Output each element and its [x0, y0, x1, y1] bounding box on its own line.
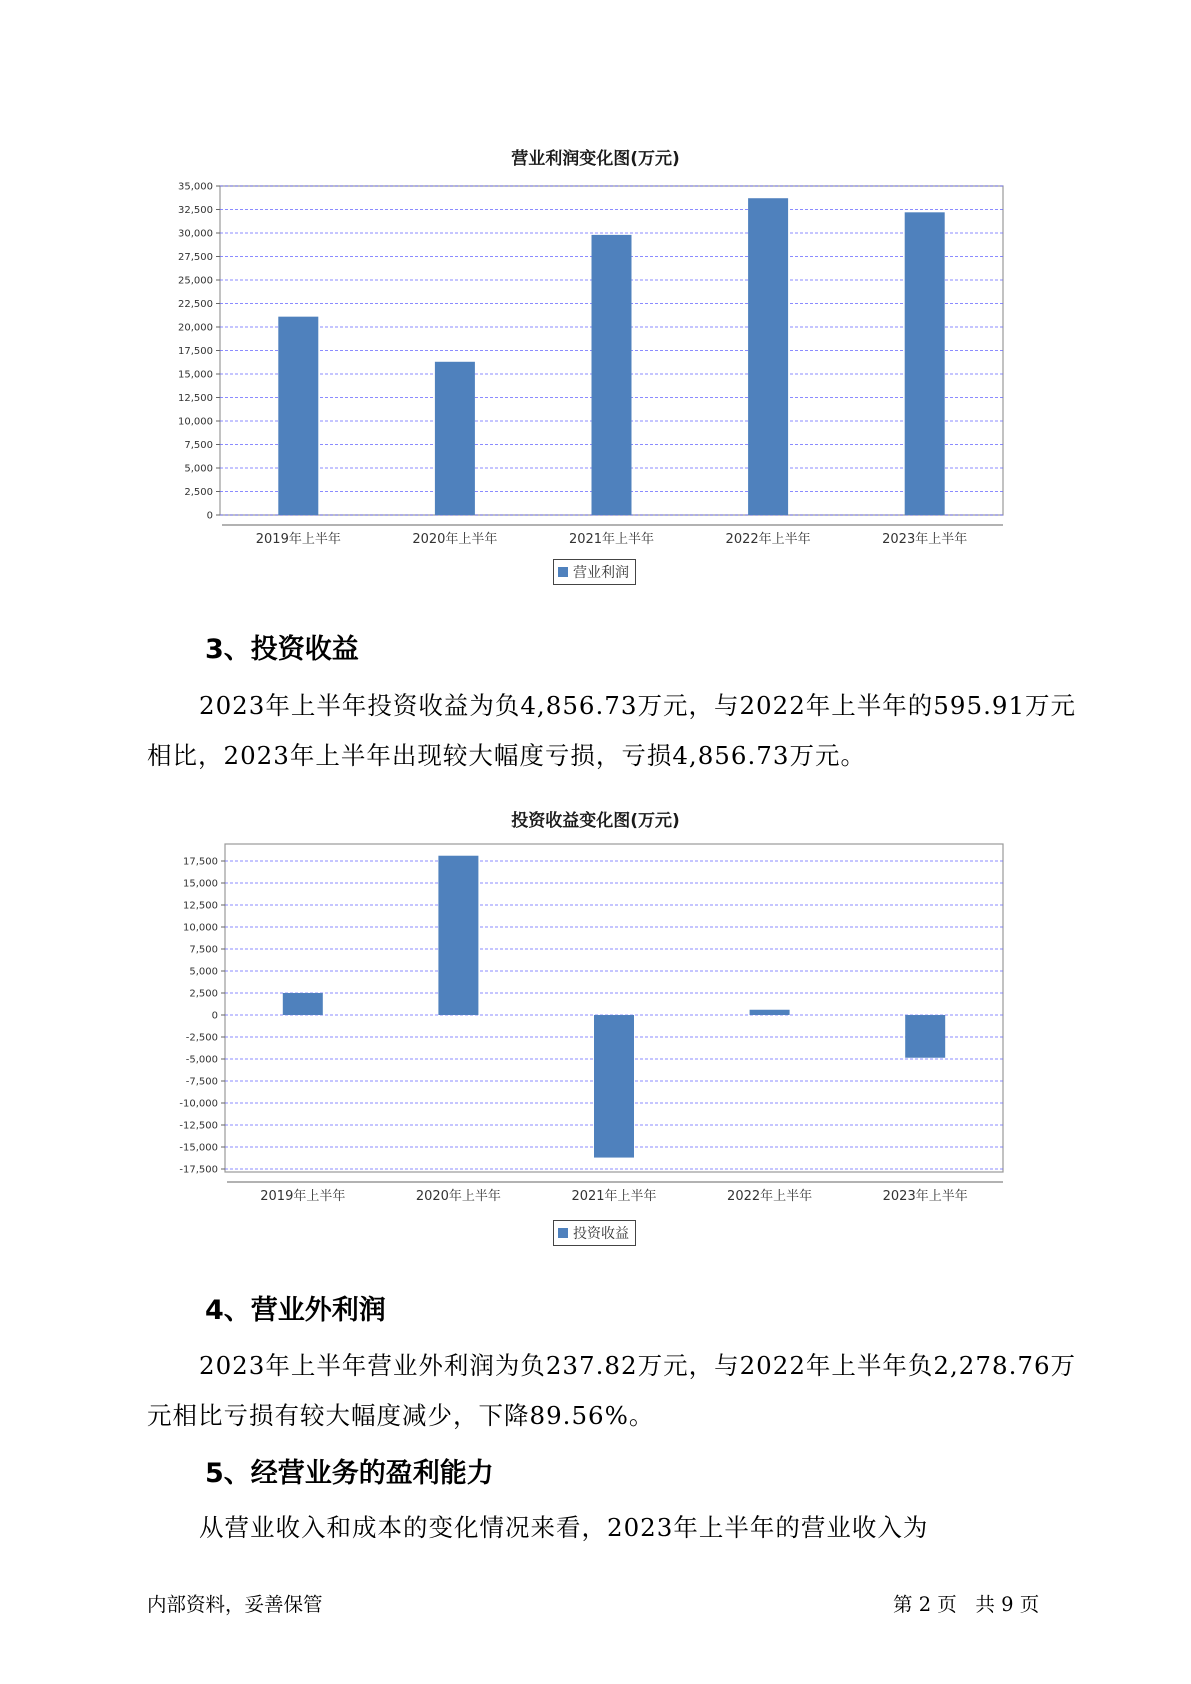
chart2-title: 投资收益变化图(万元) [511, 811, 680, 831]
y-tick-label: 5,000 [189, 966, 218, 978]
bar [438, 856, 478, 1015]
section5-paragraph: 从营业收入和成本的变化情况来看，2023年上半年的营业收入为 [199, 1513, 929, 1542]
bar [278, 317, 318, 515]
y-tick-label: 7,500 [184, 440, 213, 451]
investment-income-chart [0, 836, 1191, 1236]
x-tick-label: 2021年上半年 [568, 532, 655, 547]
y-tick-label: 12,500 [178, 393, 213, 404]
y-tick-label: 5,000 [184, 463, 213, 475]
y-tick-label: -12,500 [179, 1120, 218, 1132]
y-tick-label: -2,500 [185, 1032, 218, 1044]
x-tick-label: 2020年上半年 [412, 532, 498, 547]
x-tick-label: 2023年上半年 [882, 532, 968, 547]
y-tick-label: 2,500 [184, 487, 213, 498]
y-tick-label: -17,500 [179, 1164, 218, 1176]
y-tick-label: -5,000 [185, 1054, 218, 1066]
bar [592, 235, 632, 515]
y-tick-label: 22,500 [178, 299, 213, 310]
bar [905, 212, 945, 515]
legend-swatch [558, 1228, 568, 1238]
y-tick-label: 15,000 [178, 369, 213, 381]
y-tick-label: 30,000 [178, 228, 213, 240]
section4-paragraph: 2023年上半年营业外利润为负237.82万元，与2022年上半年负2,278.76万元相比亏损有较大幅度减少，下降89.56%。 [147, 1351, 1077, 1430]
legend-swatch [558, 567, 568, 577]
chart1-legend [553, 559, 636, 585]
x-tick-label: 2019年上半年 [255, 532, 341, 547]
y-tick-label: 17,500 [178, 346, 213, 357]
section3-paragraph: 2023年上半年投资收益为负4,856.73万元，与2022年上半年的595.91万元相比，2023年上半年出现较大幅度亏损，亏损4,856.73万元。 [147, 691, 1077, 770]
bar [594, 1015, 634, 1158]
y-tick-label: 10,000 [183, 922, 218, 934]
y-tick-label: 0 [206, 510, 213, 522]
y-tick-label: -15,000 [179, 1142, 218, 1154]
x-tick-label: 2022年上半年 [727, 1189, 813, 1204]
y-tick-label: 15,000 [183, 878, 218, 890]
y-tick-label: 35,000 [178, 181, 213, 193]
y-tick-label: 20,000 [178, 322, 213, 334]
x-tick-label: 2023年上半年 [882, 1189, 968, 1204]
footer-page-number: 第 2 页 共 9 页 [893, 1593, 1040, 1616]
x-tick-label: 2020年上半年 [415, 1189, 501, 1204]
y-tick-label: 10,000 [178, 416, 213, 428]
y-tick-label: 2,500 [189, 988, 218, 1000]
y-tick-label: -10,000 [179, 1098, 218, 1110]
y-tick-label: 12,500 [183, 900, 218, 912]
operating-profit-chart [0, 170, 1191, 570]
y-tick-label: 17,500 [183, 856, 218, 868]
y-tick-label: 27,500 [178, 252, 213, 263]
chart1-title: 营业利润变化图(万元) [511, 149, 680, 169]
chart1-legend-label: 营业利润 [573, 565, 629, 581]
y-tick-label: 7,500 [189, 944, 218, 956]
y-tick-label: 32,500 [178, 205, 213, 216]
x-tick-label: 2019年上半年 [260, 1189, 346, 1204]
bar [283, 993, 323, 1015]
x-tick-label: 2022年上半年 [725, 532, 811, 547]
y-tick-label: 25,000 [178, 275, 213, 287]
y-tick-label: -7,500 [185, 1076, 218, 1088]
section3-heading: 3、投资收益 [205, 634, 359, 665]
section5-heading: 5、经营业务的盈利能力 [205, 1458, 494, 1489]
bar [750, 1010, 790, 1015]
y-tick-label: 0 [211, 1010, 218, 1022]
bar [748, 198, 788, 515]
bar [435, 362, 475, 515]
chart2-legend-label: 投资收益 [573, 1226, 629, 1242]
section4-heading: 4、营业外利润 [205, 1295, 386, 1326]
chart2-legend [553, 1220, 636, 1246]
bar [905, 1015, 945, 1058]
x-tick-label: 2021年上半年 [571, 1189, 657, 1204]
footer-left: 内部资料，妥善保管 [147, 1593, 323, 1616]
